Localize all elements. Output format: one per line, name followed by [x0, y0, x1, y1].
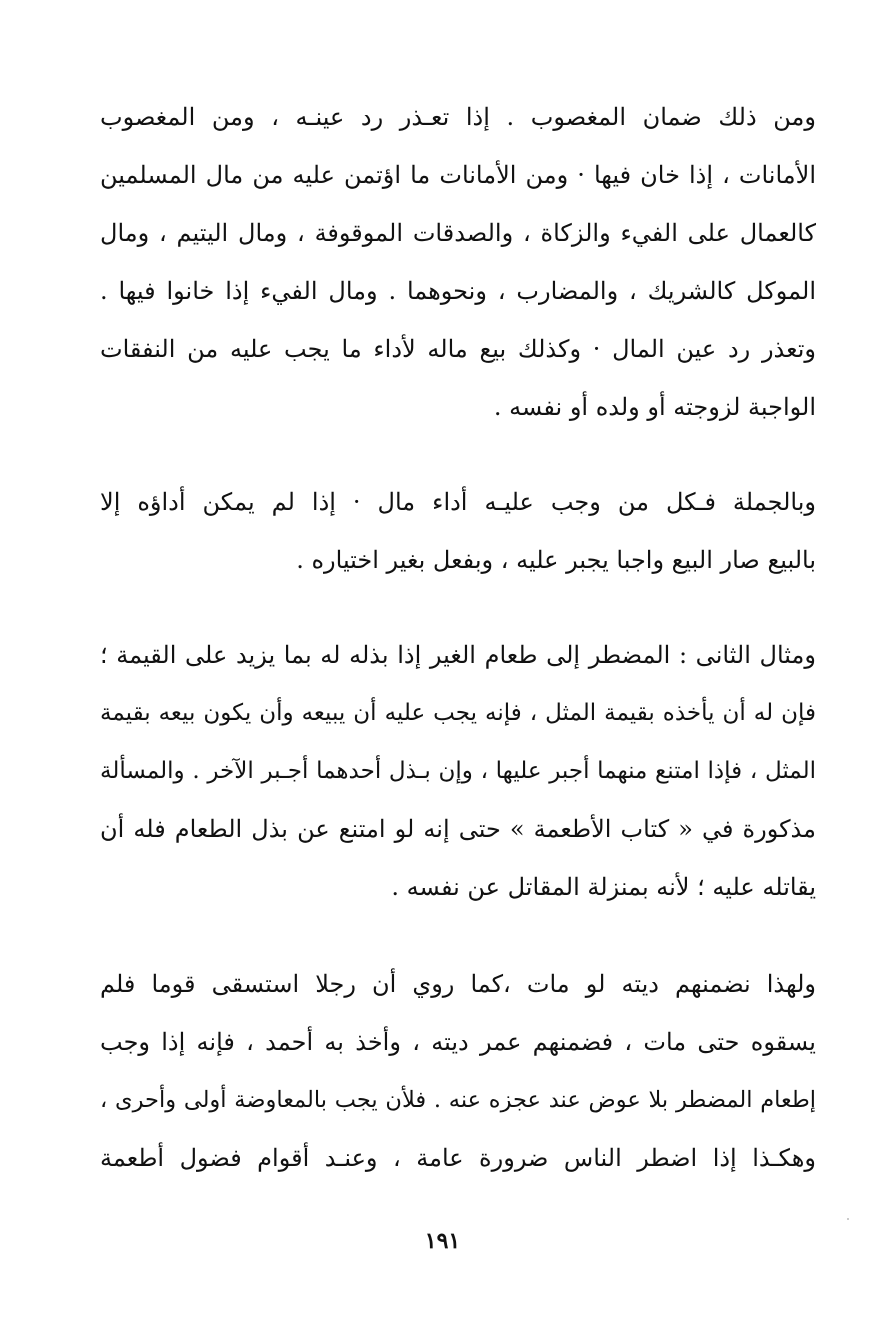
- paragraph-4: [100, 955, 816, 1187]
- text-line: وهكـذا إذا اضطر الناس ضرورة عامة ، وعنـد أقوام فضول أطعمة: [100, 1144, 816, 1172]
- text-line: فإن له أن يأخذه بقيمة المثل ، فإنه يجب عليه أن يبيعه وأن يكون بيعه بقيمة: [100, 700, 816, 726]
- text-line: ومن ذلك ضمان المغصوب . إذا تعـذر رد عينـه ، ومن المغصوب: [100, 103, 816, 131]
- text-line: ومثال الثانى : المضطر إلى طعام الغير إذا بذله له بما يزيد على القيمة ؛: [100, 641, 816, 669]
- text-line: الواجبة لزوجته أو ولده أو نفسه .: [493, 393, 816, 421]
- text-line: وتعذر رد عين المال · وكذلك بيع ماله لأداء ما يجب عليه من النفقات: [100, 335, 816, 363]
- text-line: الموكل كالشريك ، والمضارب ، ونحوهما . ومال الفيء إذا خانوا فيها .: [100, 277, 816, 305]
- text-line: ولهذا نضمنهم ديته لو مات ،كما روي أن رجلا استسقى قوما فلم: [100, 970, 816, 998]
- text-line: الأمانات ، إذا خان فيها · ومن الأمانات ما اؤتمن عليه من مال المسلمين: [100, 161, 816, 189]
- text-line: يسقوه حتى مات ، فضمنهم عمر ديته ، وأخذ به أحمد ، فإنه إذا وجب: [100, 1028, 816, 1056]
- scan-speck: [847, 1218, 849, 1220]
- paragraph-3: [100, 626, 816, 916]
- text-line: يقاتله عليه ؛ لأنه بمنزلة المقاتل عن نفسه .: [391, 873, 816, 901]
- text-line: مذكورة في « كتاب الأطعمة » حتى إنه لو امتنع عن بذل الطعام فله أن: [100, 815, 816, 843]
- paragraph-2: [100, 473, 816, 589]
- page-number: ١٩١: [424, 1228, 461, 1254]
- text-line: إطعام المضطر بلا عوض عند عجزه عنه . فلأن يجب بالمعاوضة أولى وأحرى ،: [100, 1087, 816, 1113]
- text-line: المثل ، فإذا امتنع منهما أجبر عليها ، وإن بـذل أحدهما أجـبر الآخر . والمسألة: [100, 758, 816, 784]
- text-line: كالعمال على الفيء والزكاة ، والصدقات الموقوفة ، ومال اليتيم ، ومال: [100, 219, 816, 247]
- paragraph-1: [100, 88, 816, 436]
- text-line: بالبيع صار البيع واجبا يجبر عليه ، وبفعل بغير اختياره .: [296, 546, 816, 574]
- text-line: وبالجملة فـكل من وجب عليـه أداء مال · إذا لم يمكن أداؤه إلا: [100, 488, 816, 516]
